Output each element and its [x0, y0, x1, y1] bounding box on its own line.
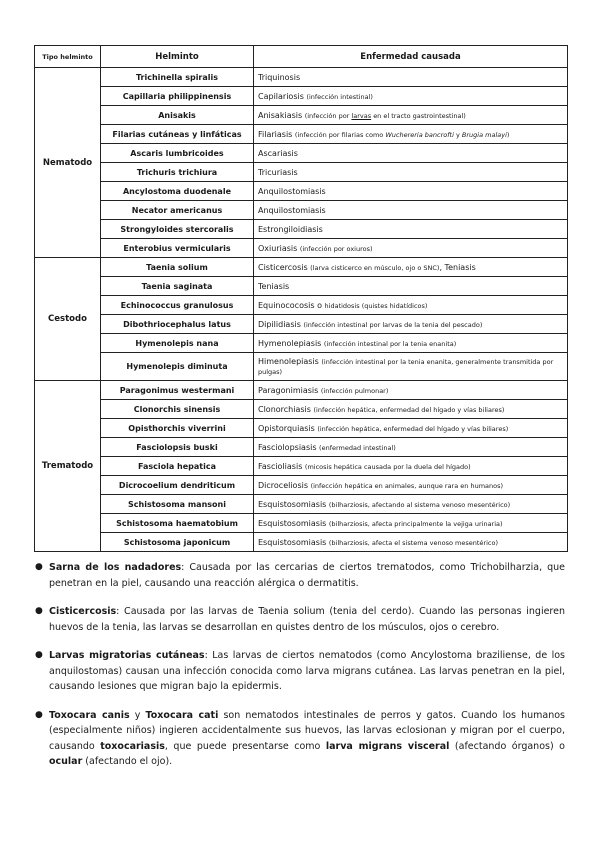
table-row: [35, 353, 568, 381]
type-trematodo: Trematodo: [35, 381, 101, 552]
table-row: [35, 106, 568, 125]
disease-cell: Anquilostomiasis: [254, 182, 568, 201]
disease-cell: Filariasis (infección por filarias como Wuchereria bancrofti y Brugia malayi): [254, 125, 568, 144]
bullet-icon: ●: [35, 606, 43, 616]
helminth-name: Strongyloides stercoralis: [101, 220, 254, 239]
helminth-name: Fasciolopsis buski: [101, 438, 254, 457]
disease-cell: Fascioliasis (micosis hepática causada por la duela del hígado): [254, 457, 568, 476]
table-row: [35, 68, 568, 87]
disease-cell: Opistorquiasis (infección hepática, enfermedad del hígado y vías biliares): [254, 419, 568, 438]
type-nematodo: Nematodo: [35, 68, 101, 258]
table-row: [35, 476, 568, 495]
table-row: [35, 400, 568, 419]
disease-cell: Himenolepiasis (infección intestinal por la tenia enanita, generalmente transmitida por pulgas): [254, 353, 568, 381]
helminth-name: Clonorchis sinensis: [101, 400, 254, 419]
table-row: [35, 163, 568, 182]
table-row: [35, 381, 568, 400]
bullet-icon: ●: [35, 562, 43, 572]
table-row: [35, 533, 568, 552]
table-row: [35, 144, 568, 163]
note-larvas-migratorias: ● Larvas migratorias cutáneas: Las larvas de ciertos nematodos (como Ancylostoma braziliense, de los anquilostomas) causan una infección conocida como larva migrans cutánea. Las larvas penetran en la piel, causando lesiones que migran bajo la epidermis.: [35, 650, 565, 692]
disease-cell: Anquilostomiasis: [254, 201, 568, 220]
helminth-name: Fasciola hepatica: [101, 457, 254, 476]
table-row: [35, 419, 568, 438]
note-cisticercosis: ● Cisticercosis: Causada por las larvas de Taenia solium (tenia del cerdo). Cuando las personas ingieren huevos de la tenia, las larvas se desarrollan en quistes dentro de los músculos, ojos o cerebro.: [35, 606, 565, 633]
table-row: [35, 182, 568, 201]
helminth-name: Taenia saginata: [101, 277, 254, 296]
helminth-name: Trichinella spiralis: [101, 68, 254, 87]
helminth-name: Ancylostoma duodenale: [101, 182, 254, 201]
helminth-name: Trichuris trichiura: [101, 163, 254, 182]
helminth-name: Necator americanus: [101, 201, 254, 220]
table-row: [35, 125, 568, 144]
helminth-name: Paragonimus westermani: [101, 381, 254, 400]
table-row: [35, 258, 568, 277]
type-cestodo: Cestodo: [35, 258, 101, 381]
helminth-name: Taenia solium: [101, 258, 254, 277]
disease-cell: Ascariasis: [254, 144, 568, 163]
table-row: [35, 277, 568, 296]
header-tipo: Tipo helminto: [35, 46, 101, 68]
table-header-row: [35, 46, 568, 68]
helminth-table: [34, 45, 568, 552]
disease-cell: Esquistosomiasis (bilharziosis, afecta principalmente la vejiga urinaria): [254, 514, 568, 533]
disease-cell: Dipilidiasis (infección intestinal por larvas de la tenia del pescado): [254, 315, 568, 334]
notes-list: [35, 560, 565, 783]
disease-cell: Clonorchiasis (infección hepática, enfermedad del hígado y vías biliares): [254, 400, 568, 419]
table-row: [35, 201, 568, 220]
table-row: [35, 457, 568, 476]
disease-cell: Teniasis: [254, 277, 568, 296]
table-row: [35, 315, 568, 334]
disease-cell: Esquistosomiasis (bilharziosis, afecta el sistema venoso mesentérico): [254, 533, 568, 552]
header-helminto: Helminto: [101, 46, 254, 68]
helminth-name: Ascaris lumbricoides: [101, 144, 254, 163]
disease-cell: Oxiuriasis (infección por oxiuros): [254, 239, 568, 258]
disease-cell: Hymenolepiasis (infección intestinal por la tenia enanita): [254, 334, 568, 353]
table-row: [35, 495, 568, 514]
disease-cell: Estrongiloidiasis: [254, 220, 568, 239]
helminth-name: Schistosoma haematobium: [101, 514, 254, 533]
helminth-name: Schistosoma mansoni: [101, 495, 254, 514]
disease-cell: Triquinosis: [254, 68, 568, 87]
helminth-name: Dibothriocephalus latus: [101, 315, 254, 334]
helminth-name: Echinococcus granulosus: [101, 296, 254, 315]
helminth-name: Enterobius vermicularis: [101, 239, 254, 258]
disease-cell: Equinococosis o hidatidosis (quistes hidatídicos): [254, 296, 568, 315]
table-row: [35, 220, 568, 239]
disease-cell: Tricuriasis: [254, 163, 568, 182]
helminth-name: Schistosoma japonicum: [101, 533, 254, 552]
helminth-name: Capillaria philippinensis: [101, 87, 254, 106]
helminth-name: Dicrocoelium dendriticum: [101, 476, 254, 495]
disease-cell: Anisakiasis (infección por larvas en el tracto gastrointestinal): [254, 106, 568, 125]
bullet-icon: ●: [35, 709, 43, 720]
table-row: [35, 438, 568, 457]
disease-cell: Dicroceliosis (infección hepática en animales, aunque rara en humanos): [254, 476, 568, 495]
note-toxocara: ● Toxocara canis y Toxocara cati son nematodos intestinales de perros y gatos. Cuando los humanos (especialmente niños) ingieren accidentalmente sus huevos, las larvas eclosionan y migran por el cuerpo, causando toxocariasis, que puede presentarse como larva migrans visceral (afectando órganos) o ocular (afectando el ojo).: [35, 709, 566, 767]
disease-cell: Cisticercosis (larva cisticerco en músculo, ojo o SNC), Teniasis: [254, 258, 568, 277]
bullet-icon: ●: [35, 650, 43, 660]
helminth-name: Hymenolepis nana: [101, 334, 254, 353]
disease-cell: Esquistosomiasis (bilharziosis, afectando al sistema venoso mesentérico): [254, 495, 568, 514]
helminth-name: Hymenolepis diminuta: [101, 353, 254, 381]
helminth-name: Filarias cutáneas y linfáticas: [101, 125, 254, 144]
table-row: [35, 334, 568, 353]
table-row: [35, 87, 568, 106]
helminth-name: Opisthorchis viverrini: [101, 419, 254, 438]
disease-cell: Paragonimiasis (infección pulmonar): [254, 381, 568, 400]
disease-cell: Fasciolopsiasis (enfermedad intestinal): [254, 438, 568, 457]
larvas-link[interactable]: larvas: [351, 111, 372, 120]
table-row: [35, 239, 568, 258]
note-sarna: ● Sarna de los nadadores: Causada por las cercarias de ciertos trematodos, como Trichobilharzia, que penetran en la piel, causando una reacción alérgica o dermatitis.: [35, 562, 565, 589]
helminth-name: Anisakis: [101, 106, 254, 125]
table-row: [35, 296, 568, 315]
disease-cell: Capilariosis (infección intestinal): [254, 87, 568, 106]
table-row: [35, 514, 568, 533]
header-enfermedad: Enfermedad causada: [254, 46, 568, 68]
